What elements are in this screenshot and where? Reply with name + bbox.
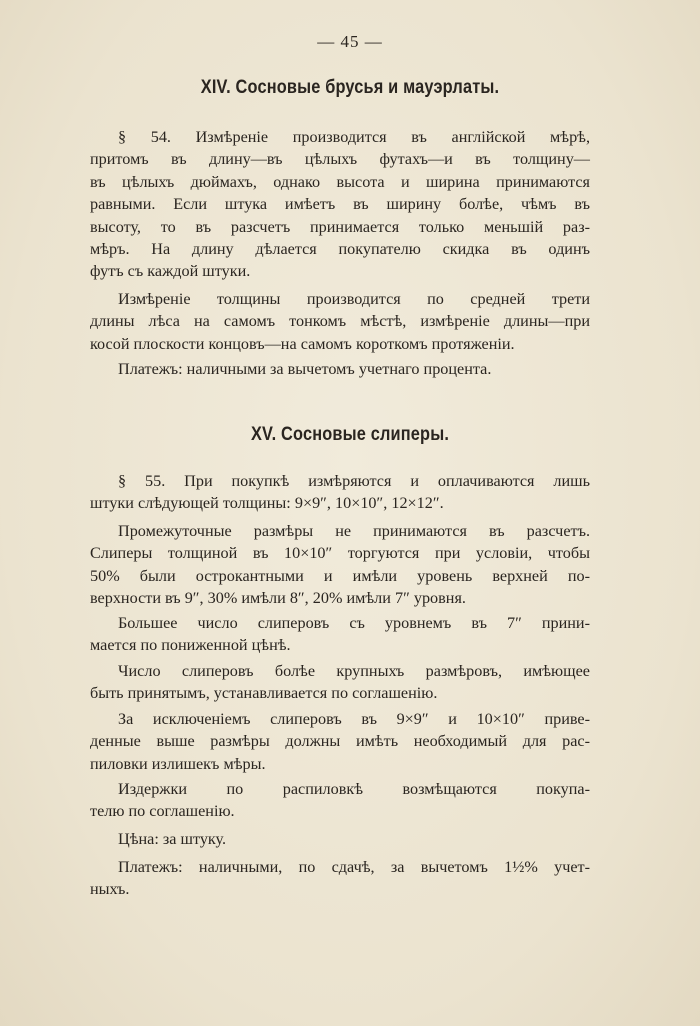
paragraph-54 <box>90 126 590 283</box>
text-line: ныхъ. <box>90 880 130 899</box>
paragraph-larger-sizes <box>90 660 590 705</box>
text-line: притомъ въ длину—въ цѣлыхъ футахъ—и въ толщину— <box>90 150 590 169</box>
text-line: Издержки по распиловкѣ возмѣщаются покупа- <box>118 780 590 798</box>
section-heading-xiv: XIV. Сосновые брусья и мауэрлаты. <box>200 77 500 98</box>
text-line: Цѣна: за штуку. <box>118 830 227 848</box>
text-line: § 54. Измѣреніе производится въ англійской мѣрѣ, <box>118 128 590 146</box>
text-line: въ цѣлыхъ дюймахъ, однако высота и ширина принимаются <box>90 172 590 191</box>
text-line: Промежуточные размѣры не принимаются въ разсчетъ. <box>118 522 590 540</box>
text-line: Платежъ: наличными за вычетомъ учетнаго процента. <box>118 360 492 378</box>
text-line: 50% были острокантными и имѣли уровень верхней по- <box>90 566 590 585</box>
text-line: высоту, то въ разсчетъ принимается только меньшій раз- <box>90 217 590 236</box>
paragraph-measurement <box>90 288 590 355</box>
text-line: верхности въ 9″, 30% имѣли 8″, 20% имѣли 7″ уровня. <box>90 589 466 608</box>
text-line: § 55. При покупкѣ измѣряются и оплачиваются лишь <box>118 472 590 490</box>
paragraph-reduced-price <box>90 612 590 657</box>
paragraph-price <box>90 828 590 850</box>
text-line: длины лѣса на самомъ тонкомъ мѣстѣ, измѣреніе длины—при <box>90 312 590 331</box>
paragraph-sawing-costs <box>90 778 590 823</box>
text-line: равными. Если штука имѣетъ въ ширину болѣе, чѣмъ въ <box>90 195 590 214</box>
page-number: — 45 — <box>317 32 383 51</box>
section-heading-xv: XV. Сосновые слиперы. <box>250 424 450 445</box>
paragraph-payment-xv <box>90 856 590 901</box>
text-line: Слиперы толщиной въ 10×10″ торгуются при условіи, чтобы <box>90 544 590 563</box>
paragraph-exceptions <box>90 708 590 775</box>
paragraph-sizes <box>90 520 590 610</box>
text-line: мѣръ. На длину дѣлается покупателю скидка въ одинъ <box>90 239 590 258</box>
text-line: пиловки излишекъ мѣры. <box>90 754 266 773</box>
text-line: телю по соглашенію. <box>90 802 235 821</box>
text-line: Большее число слиперовъ съ уровнемъ въ 7″ прини- <box>118 614 590 632</box>
text-line: Измѣреніе толщины производится по средней трети <box>118 290 590 308</box>
text-line: Число слиперовъ болѣе крупныхъ размѣровъ, имѣющее <box>118 662 590 680</box>
text-line: футъ съ каждой штуки. <box>90 262 251 281</box>
text-line: За исключеніемъ слиперовъ въ 9×9″ и 10×10″ приве- <box>118 710 590 728</box>
text-line: косой плоскости концовъ—на самомъ короткомъ протяженіи. <box>90 334 515 353</box>
text-line: мается по пониженной цѣнѣ. <box>90 636 291 655</box>
text-line: денные выше размѣры должны имѣть необходимый для рас- <box>90 732 590 751</box>
text-line: быть принятымъ, устанавливается по соглашенію. <box>90 684 438 703</box>
paragraph-55 <box>90 470 590 515</box>
paragraph-payment-xiv <box>90 358 590 380</box>
text-line: Платежъ: наличными, по сдачѣ, за вычетомъ 1½% учет- <box>118 858 590 876</box>
text-line: штуки слѣдующей толщины: 9×9″, 10×10″, 12×12″. <box>90 494 444 513</box>
